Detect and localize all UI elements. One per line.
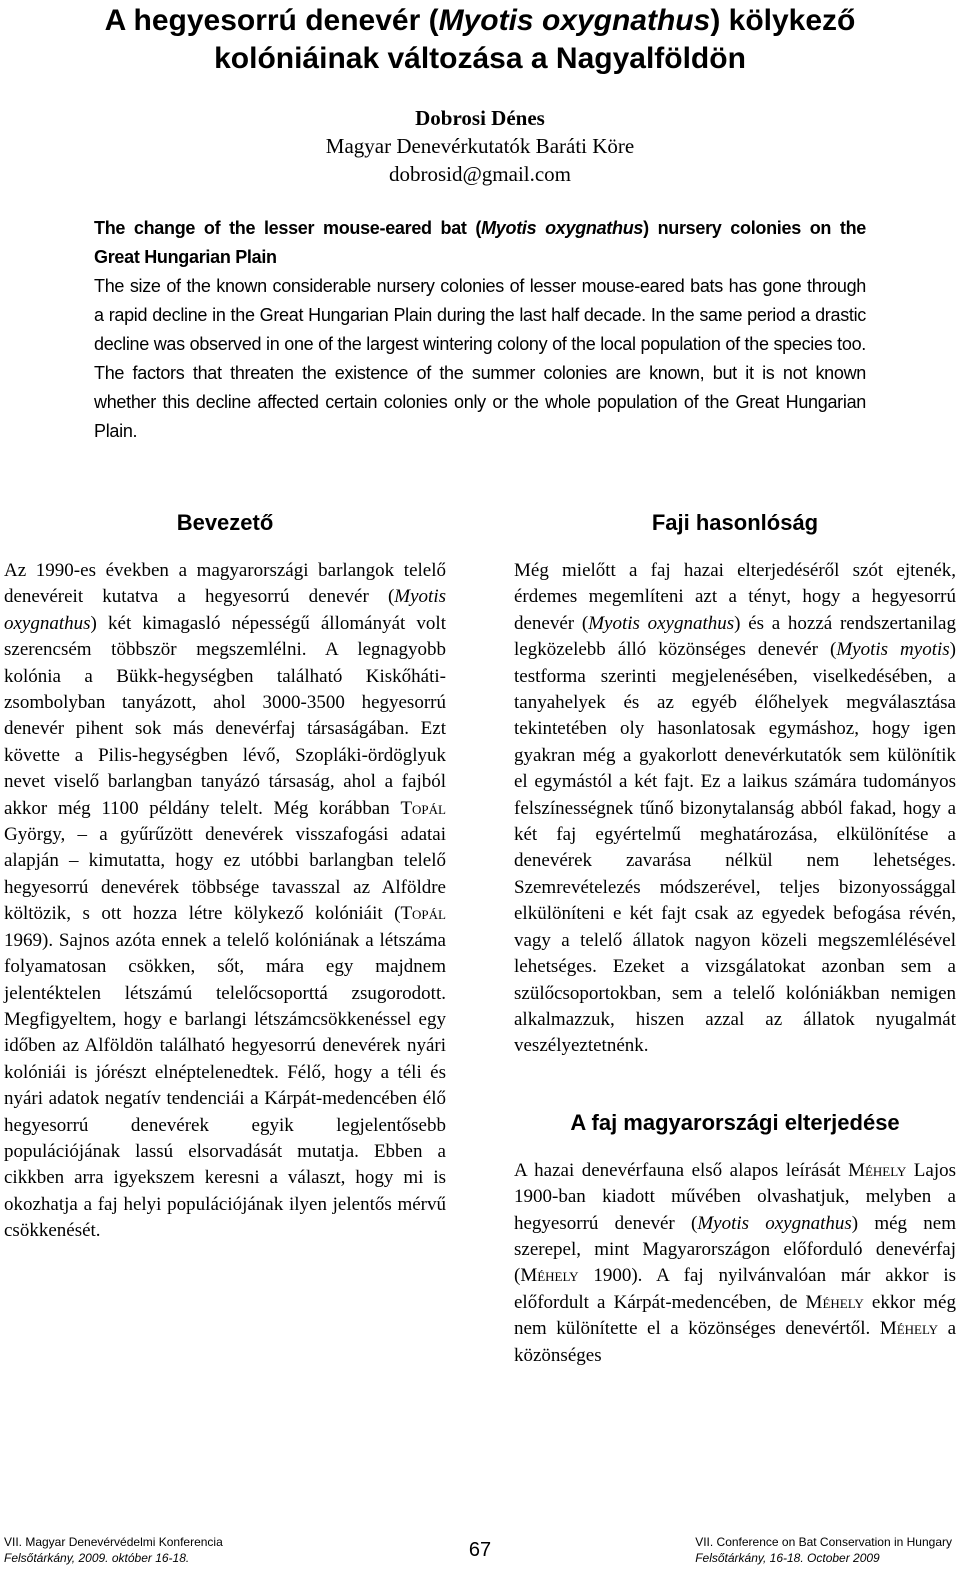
title-species: Myotis oxygnathus (438, 4, 711, 37)
author-affiliation: Magyar Denevérkutatók Baráti Köre (325, 134, 635, 158)
page-number: 67 (468, 1539, 492, 1561)
abstract-title: The change of the lesser mouse-eared bat (Myotis oxygnathus) nursery colonies on the Great Hungarian Plain (94, 218, 866, 267)
left-column (4, 508, 446, 1245)
english-abstract (94, 214, 866, 446)
section-heading-intro: Bevezető (176, 510, 274, 535)
intro-paragraph: Az 1990-es években a magyarországi barlangok telelő denevéreit kutatva a hegyesorrú denevér (Myotis oxygnathus) két kimagasló népességű állományát volt szerencsém többször megszemlélni. A legnagyobb kolónia a Bükk-hegységben található Kiskőháti-zsombolyban tanyázott, ahol 3000-3500 hegyesorrú denevér pihent sok más denevérfaj társaságában. Ezt követte a Pilis-hegységben lévő, Szopláki-ördöglyuk nevet viselő barlangban tanyázó társaság, ahol a fajból akkor még 1100 példány telelt. Még korábban Topál György, – a gyűrűzött denevérek visszafogási adatai alapján – kimutatta, hogy ez utóbbi barlangban telelő hegyesorrú denevérek többsége tavasszal az Alföldre költözik, s ott hozza létre kölykező kolóniáit (Topál 1969). Sajnos azóta ennek a telelő kolóniának a létszáma folyamatosan csökken, sőt, mára egy majdnem jelentéktelen létszámú telelőcsoporttá zsugorodott. Megfigyeltem, hogy e barlangi létszámcsökkenéssel egy időben az Alföldön található hegyesorrú denevérek nyári kolóniái is jórészt elnéptelenedtek. Félő, hogy a téli és nyári adatok negatív tendenciái a Kárpát-medencében élő hegyesorrú denevérek egyik legjelentősebb populációjának lassú elsorvadását mutatja. Ebben a cikkben arra igyekszem keresni a választ, hogy mi is okozhatja a faj helyi populációjának ilyen jelentős mérvű csökkenését. (4, 560, 446, 1242)
section-heading-similarity: Faji hasonlóság (651, 510, 819, 535)
footer-left: VII. Magyar Denevérvédelmi Konferencia Felsőtárkány, 2009. október 16-18. (4, 1535, 223, 1565)
similarity-paragraph: Még mielőtt a faj hazai elterjedéséről szót ejtenék, érdemes megemlíteni azt a tényt, hogy a hegyesorrú denevér (Myotis oxygnathus) és a hozzá rendszertanilag legközelebb álló közönséges denevér (Myotis myotis) testforma szerinti megjelenésében, viselkedésében, a tanyahelyek és az egyéb élőhelyek megválasztása tekintetében oly hasonlatosak egymáshoz, hogy igen gyakran még a gyakorlott denevérkutatók sem különítik el egymástól a két fajt. Ez a laikus számára tudományos felszínességnek tűnő bizonytalanság abból fakad, hogy a két faj egyértelmű meghatározása, elkülönítése a denevérek zavarása nélkül nem lehetséges. Szemrevételezés módszerével, teljes bizonyossággal elkülöníteni e két fajt csak az egyedek befogása révén, vagy a telelő állatok nagyon közeli megszemlélésével lehetséges. Ezeket a vizsgálatokat azonban sem a szülőcsoportokban, sem a telelő kolóniákban nemigen alkalmazzuk, hiszen azzal az állatok nyugalmát veszélyeztetnénk. (514, 560, 956, 1057)
author-email: dobrosid@gmail.com (388, 162, 572, 186)
page-footer (0, 1534, 960, 1573)
abstract-body: The size of the known considerable nursery colonies of lesser mouse-eared bats has gone through a rapid decline in the Great Hungarian Plain during the last half decade. In the same period a drastic decline was observed in one of the largest wintering colony of the local population of the species too. The factors that threaten the existence of the summer colonies are known, but it is not known whether this decline affected certain colonies only or the whole population of the Great Hungarian Plain. (94, 276, 866, 441)
right-column (514, 508, 956, 1369)
paper-title: A hegyesorrú denevér (Myotis oxygnathus) kölykező kolóniáinak változása a Nagyalföldön (104, 4, 856, 75)
author-block (0, 104, 960, 188)
footer-right: VII. Conference on Bat Conservation in Hungary Felsőtárkány, 16-18. October 2009 (695, 1535, 952, 1565)
section-heading-distribution: A faj magyarországi elterjedése (570, 1109, 900, 1135)
author-name: Dobrosi Dénes (415, 106, 545, 130)
distribution-paragraph: A hazai denevérfauna első alapos leírását Méhely Lajos 1900-ban kiadott művében olvashatjuk, melyben a hegyesorrú denevér (Myotis oxygnathus) még nem szerepel, mint Magyarországon előforduló denevérfaj (Méhely 1900). A faj nyilvánvalóan már akkor is előfordult a Kárpát-medencében, de Méhely ekkor még nem különítette el a közönséges denevértől. Méhely a közönséges (514, 1159, 956, 1366)
